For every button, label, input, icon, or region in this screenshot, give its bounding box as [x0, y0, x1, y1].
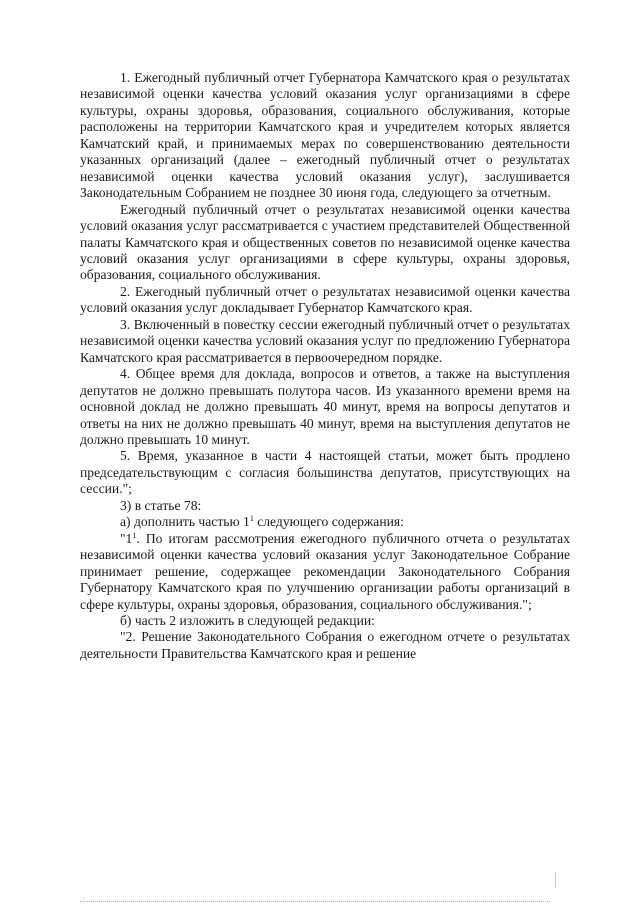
paragraph-a-text-end: следующего содержания: [253, 514, 404, 530]
paragraph-4: 3. Включенный в повестку сессии ежегодный публичный отчет о результатах независимой оценки качества условий оказания услуг по предложению Губернатора Камчатского края рассматривается в первоочередном порядке. [80, 316, 570, 365]
paragraph-quote-text-start: "1 [120, 530, 133, 546]
page-bottom-edge [80, 901, 550, 902]
paragraph-6: 5. Время, указанное в части 4 настоящей статьи, может быть продлено председательствующим с согласия большинства депутатов, присутствующих на сессии."; [80, 448, 570, 497]
paragraph-5: 4. Общее время для доклада, вопросов и ответов, а также на выступления депутатов не должно превышать полутора часов. Из указанного времени время на основной доклад не должно превышать 40 минут, время на вопросы депутатов и ответы на них не должно превышать 40 минут, время на выступления депутатов не должно превышать 10 минут. [80, 366, 570, 447]
superscript-mark: 1 [132, 530, 137, 540]
paragraph-last: "2. Решение Законодательного Собрания о ежегодном отчете о результатах деятельности Правительства Камчатского края и решение [80, 629, 570, 661]
paragraph-a-text-start: а) дополнить частью 1 [120, 514, 250, 530]
paragraph-a [80, 514, 570, 530]
paragraph-7: 3) в статье 78: [120, 497, 202, 513]
paragraph-1: 1. Ежегодный публичный отчет Губернатора Камчатского края о результатах независимой оценки качества условий оказания услуг организациями в сфере культуры, охраны здоровья, образования, социального обслуживания, которые расположены на территории Камчатского края и учредителем которых является Камчатский край, и принимаемых мерах по совершенствованию деятельности указанных организаций (далее – ежегодный публичный отчет о результатах независимой оценки качества условий оказания услуг), заслушивается Законодательным Собранием не позднее 30 июня года, следующего за отчетным. [80, 70, 570, 201]
paragraph-quote-text-end: . По итогам рассмотрения ежегодного публичного отчета о результатах независимой оценки качества условий оказания услуг Законодательное Собрание принимает решение, содержащее рекомендации Законодательного Собрания Губернатору Камчатского края по улучшению организации работы организаций в сфере культуры, охраны здоровья, образования, социального обслуживания."; [80, 530, 570, 612]
paragraph-b: б) часть 2 изложить в следующей редакции: [120, 612, 375, 628]
superscript-mark: 1 [249, 514, 254, 524]
paragraph-quote [80, 531, 570, 613]
scan-margin-mark [555, 873, 556, 887]
paragraph-2: Ежегодный публичный отчет о результатах независимой оценки качества условий оказания услуг рассматривается с участием представителей Общественной палаты Камчатского края и общественных советов по независимой оценке качества условий оказания услуг организациями в сфере культуры, охраны здоровья, образования, социального обслуживания. [80, 201, 570, 283]
paragraph-3: 2. Ежегодный публичный отчет о результатах независимой оценки качества условий оказания услуг докладывает Губернатор Камчатского края. [80, 283, 570, 316]
